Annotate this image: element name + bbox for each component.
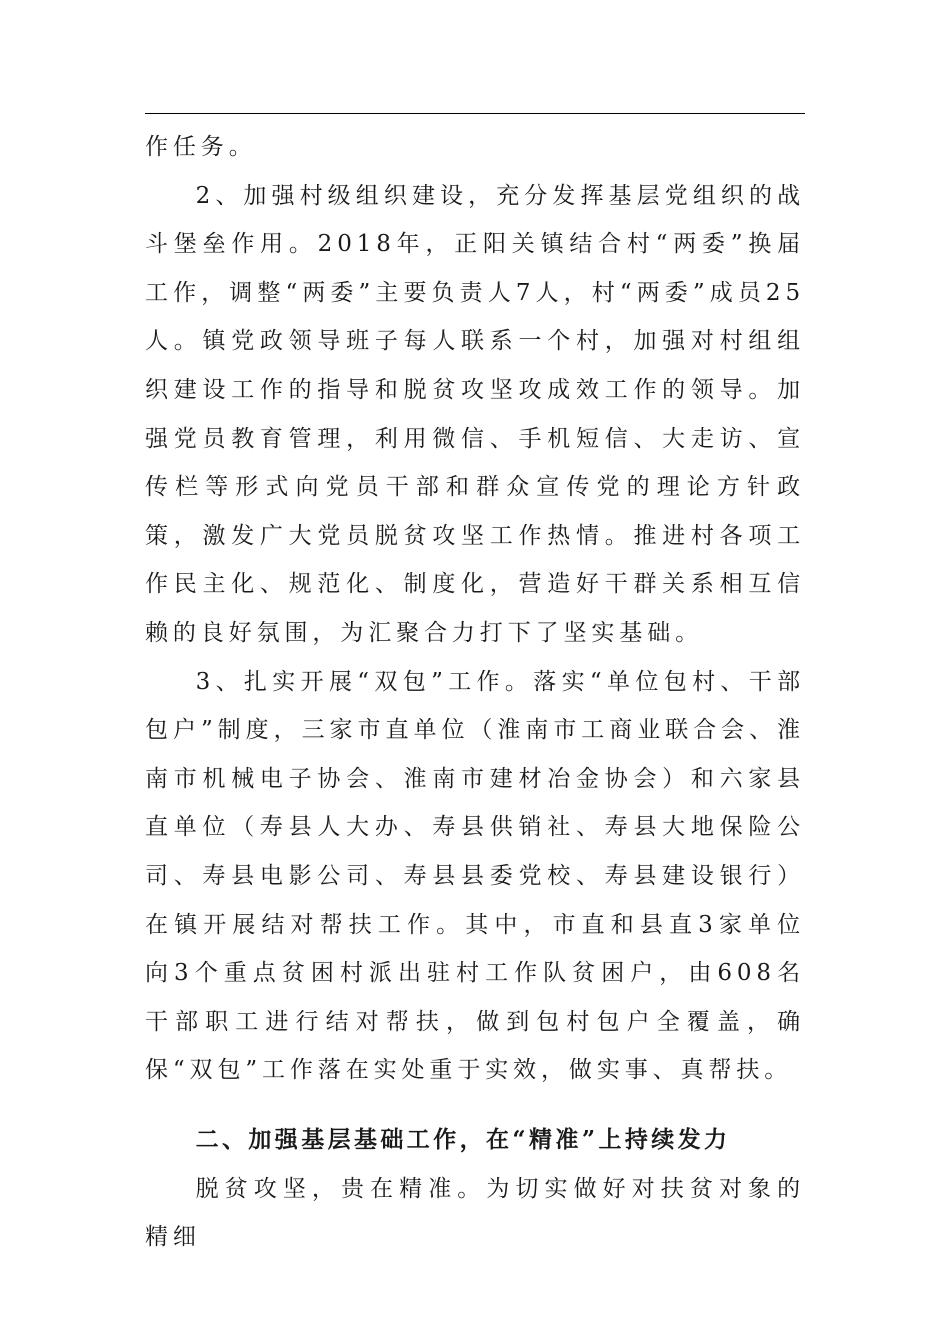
paragraph-village-organization: 2、加强村级组织建设，充分发挥基层党组织的战斗堡垒作用。2018年，正阳关镇结合村“两委”换届工作，调整“两委”主要负责人7人，村“两委”成员25人。镇党政领导班子每人联系一个村，加强对村组组织建设工作的指导和脱贫攻坚攻成效工作的领导。加强党员教育管理，利用微信、手机短信、大走访、宣传栏等形式向党员干部和群众宣传党的理论方针政策，激发广大党员脱贫攻坚工作热情。推进村各项工作民主化、规范化、制度化，营造好干群关系相互信赖的良好氛围，为汇聚合力打下了坚实基础。 [145,182,805,646]
section-heading-block [145,1116,805,1262]
paragraph-precision: 脱贫攻坚，贵在精准。为切实做好对扶贫对象的精细 [145,1175,805,1251]
header-rule [145,113,805,114]
document-body [145,123,805,1095]
paragraph-double-pairing: 3、扎实开展“双包”工作。落实“单位包村、干部包户”制度，三家市直单位（淮南市工商业联合会、淮南市机械电子协会、淮南市建材冶金协会）和六家县直单位（寿县人大办、寿县供销社、寿县大地保险公司、寿县电影公司、寿县县委党校、寿县建设银行）在镇开展结对帮扶工作。其中，市直和县直3家单位向3个重点贫困村派出驻村工作队贫困户，由608名干部职工进行结对帮扶，做到包村包户全覆盖，确保“双包”工作落在实处重于实效，做实事、真帮扶。 [145,668,805,1084]
paragraph-continuation: 作任务。 [145,134,257,160]
section-heading: 二、加强基层基础工作，在“精准”上持续发力 [195,1126,731,1153]
